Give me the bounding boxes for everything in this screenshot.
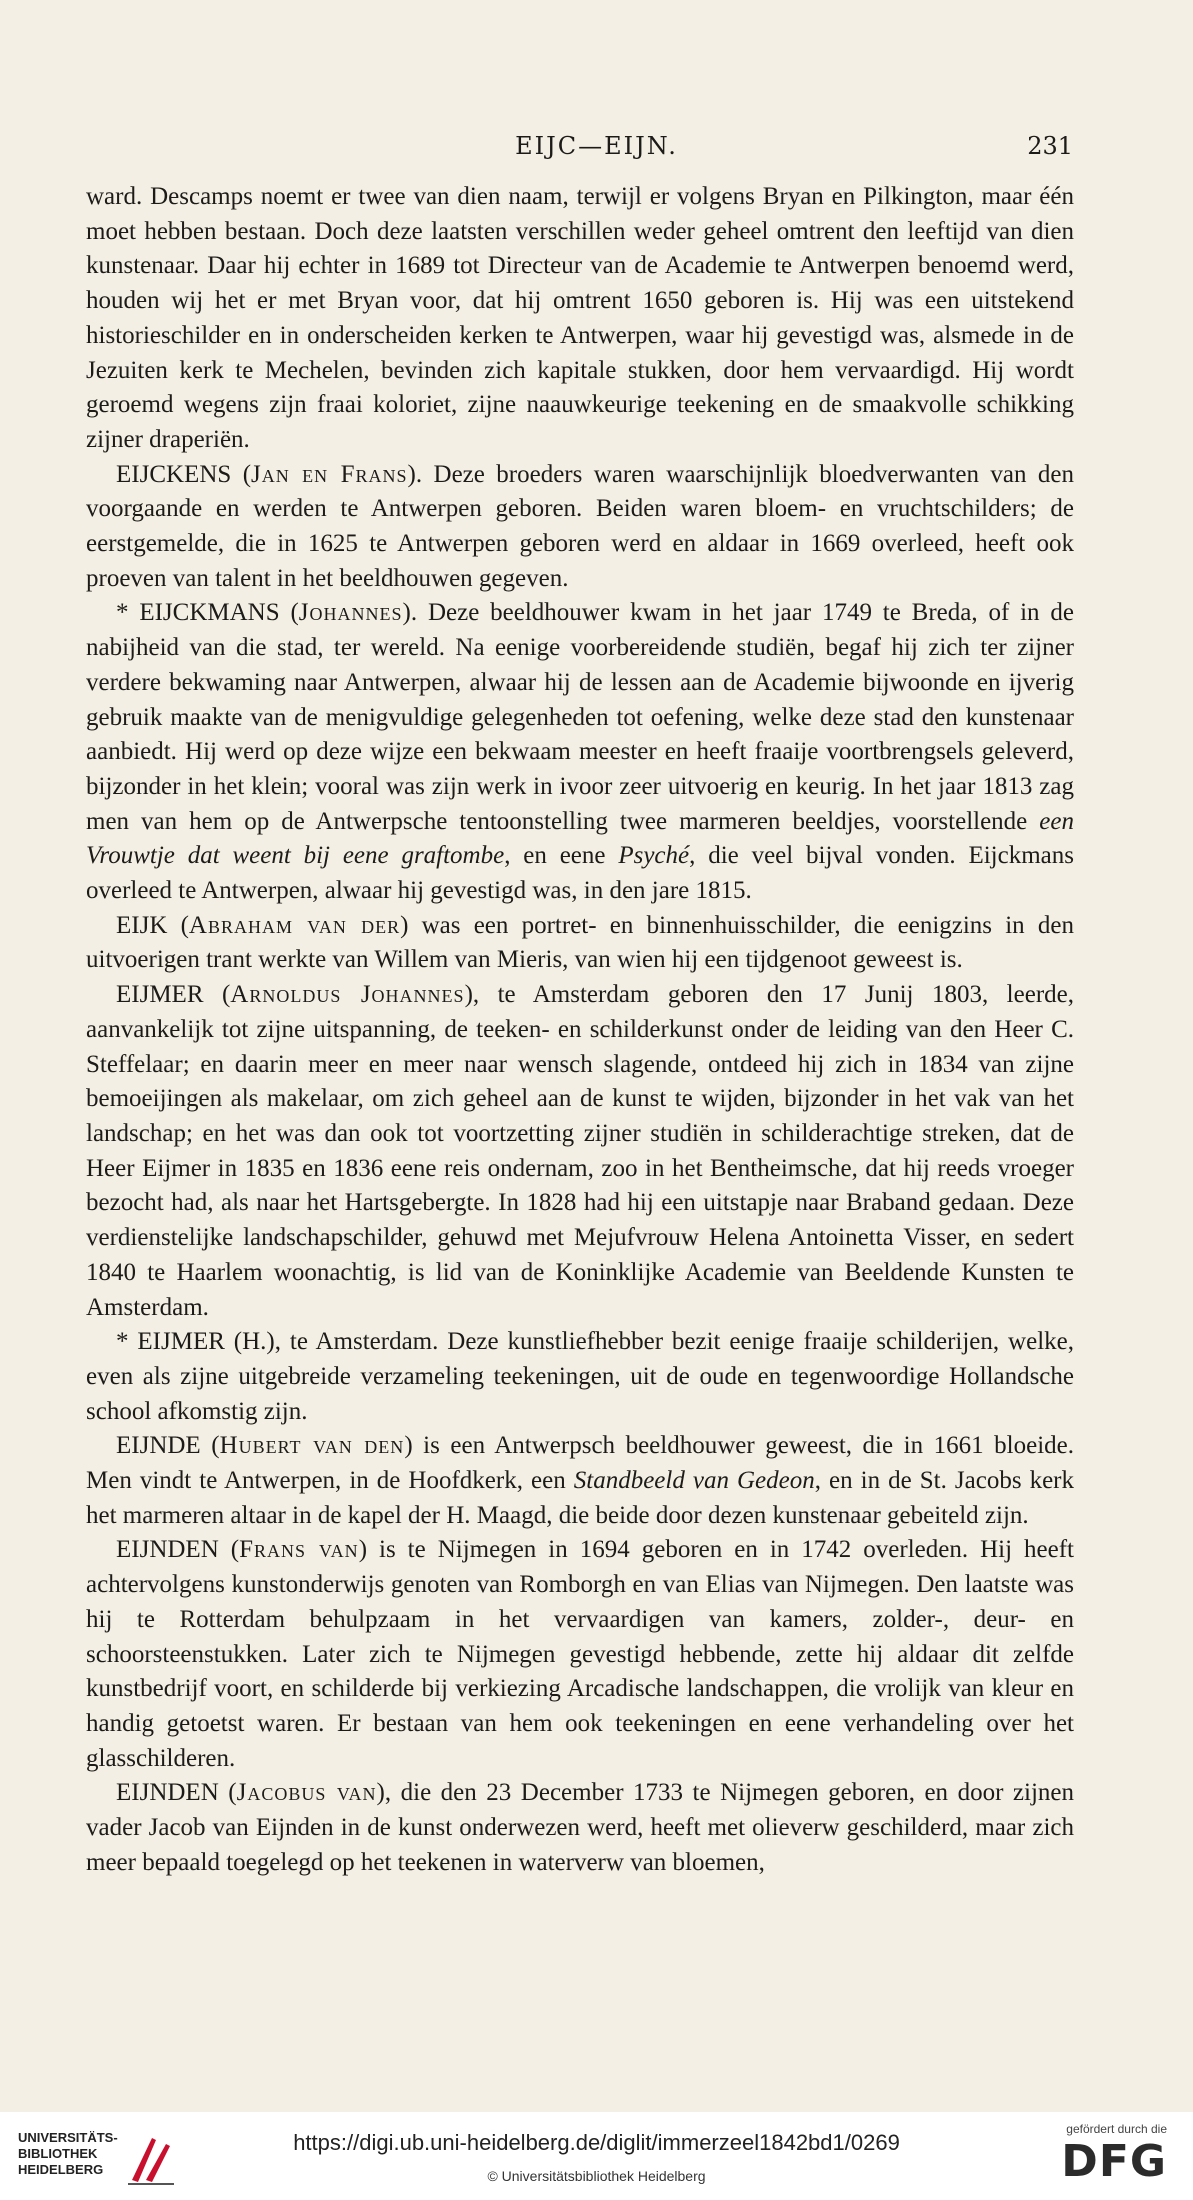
entry-eijnde [86, 1429, 1074, 1533]
entry-head: EIJNDEN ( [116, 1779, 237, 1807]
entry-head: EIJNDE ( [116, 1432, 220, 1460]
body-text [86, 180, 1074, 1880]
permalink-url[interactable]: https://digi.ub.uni-heidelberg.de/diglit/immerzeel1842bd1/0269 [293, 2130, 900, 2155]
entry-eijnden-jacobus [86, 1776, 1074, 1880]
entry-eijk [86, 909, 1074, 978]
entry-text: ) is een Antwerpsch beeldhouwer geweest, die in 1661 bloeide. Men vindt te Antwerpen, in de Hoofdkerk, een [86, 1432, 1074, 1495]
entry-text: ). Deze beeldhouwer kwam in het jaar 1749 te Breda, of in de nabijheid van die stad, ter wereld. Na eenige voorbereidende studiën, begaf hij zich ter zijner verdere bekwaming naar Antwerpen, alwaar hij de lessen aan de Academie bijwoonde en ijverig gebruik maakte van de menigvuldige gelegenheden tot oefening, welke deze stad den kunstenaar aanbiedt. Hij werd op deze wijze een bekwaam meester en heeft fraaije voortbrengsels geleverd, bijzonder in het klein; vooral was zijn werk in ivoor zeer uitvoerig en keurig. In het jaar 1813 zag men van hem op de Antwerpsche tentoonstelling twee marmeren beeldjes, voorstellende [86, 599, 1074, 835]
page-number: 231 [1027, 132, 1073, 160]
entry-text: ) is te Nijmegen in 1694 geboren en in 1742 overleden. Hij heeft achtervolgens kunstonderwijs genoten van Romborgh en van Elias van Nijmegen. Den laatste was hij te Rotterdam behulpzaam in het vervaardigen van kamers, zolder-, deur- en schoorsteenstukken. Later zich te Nijmegen gevestigd hebbende, zette hij aldaar dit zelfde kunstbedrijf voort, en schilderde bij verkiezing Arcadische landschappen, die vrolijk van kleur en handig getoetst waren. Er bestaan van hem ook teekeningen en eene verhandeling over het glasschilderen. [86, 1536, 1074, 1772]
entry-head: * EIJCKMANS ( [116, 599, 299, 627]
running-title: EIJC—EIJN. [515, 132, 678, 160]
entry-text: ). Deze broeders waren waarschijnlijk bloedverwanten van den voorgaande en werden te Antwerpen geboren. Beiden waren bloem- en vruchtschilders; de eerstgemelde, die in 1625 te Antwerpen geboren werd en aldaar in 1669 overleed, heeft ook proeven van talent in het beeldhouwen gegeven. [86, 460, 1074, 592]
paragraph-continuation: ward. Descamps noemt er twee van dien naam, terwijl er volgens Bryan en Pilkington, maar één moet hebben bestaan. Doch deze laatsten verschillen weder geheel omtrent den leeftijd van dien kunstenaar. Daar hij echter in 1689 tot Directeur van de Academie te Antwerpen benoemd werd, houden wij het er met Bryan voor, dat hij omtrent 1650 geboren is. Hij was een uitstekend historieschilder en in onderscheiden kerken te Antwerpen, waar hij gevestigd was, alsmede in de Jezuiten kerk te Mechelen, bevinden zich kapitale stukken, door hem vervaardigd. Hij wordt geroemd wegens zijn fraai koloriet, zijne naauwkeurige teekening en de smaakvolle schikking zijner draperiën. [86, 183, 1074, 453]
artwork-title: Psyché [618, 842, 690, 870]
dfg-logo: DFG [1061, 2136, 1167, 2187]
entry-text: , die veel bijval vonden. Eijckmans overleed te Antwerpen, alwaar hij gevestigd was, in den jare 1815. [86, 842, 1074, 905]
entry-eijmer [86, 978, 1074, 1325]
entry-text: ) was een portret- en binnenhuisschilder, die eenigzins in den uitvoerigen trant werkte van Willem van Mieris, van wien hij een tijdgenoot geweest is. [86, 911, 1074, 974]
entry-names: Johannes [298, 599, 403, 627]
entry-names: Jacobus van [236, 1779, 377, 1807]
entry-text: ), te Amsterdam geboren den 17 Junij 1803, leerde, aanvankelijk tot zijne uitspanning, de teeken- en schilderkunst onder de leiding van den Heer C. Steffelaar; en daarin meer en meer naar wensch slagende, ontdeed hij zich in 1834 van zijne bemoeijingen als makelaar, om zich geheel aan de kunst te wijden, bijzonder in het vak van het landschap; en het was dan ook tot voortzetting zijner studiën in schilderachtige streken, dat de Heer Eijmer in 1835 en 1836 eene reis ondernam, zoo in het Bentheimsche, dat hij reeds vroeger bezocht had, als naar het Hartsgebergte. In 1828 had hij een uitstapje naar Braband gedaan. Deze verdienstelijke landschapschilder, gehuwd met Mejufvrouw Helena Antoinetta Visser, en sedert 1840 te Haarlem woonachtig, is lid van de Koninklijke Academie van Beeldende Kunsten te Amsterdam. [86, 981, 1074, 1321]
entry-eijnden-frans [86, 1533, 1074, 1776]
running-head [0, 128, 1193, 168]
entry-eijckmans [86, 596, 1074, 908]
entry-eijckens [86, 458, 1074, 597]
entry-names: Frans van [239, 1536, 359, 1564]
entry-head: EIJMER ( [116, 981, 231, 1009]
entry-names: Arnoldus Johannes [230, 981, 465, 1009]
entry-names: Jan en Frans [251, 460, 408, 488]
entry-text: ), die den 23 December 1733 te Nijmegen geboren, en door zijnen vader Jacob van Eijnden in de kunst onderwezen werd, heeft met olieverw geschilderd, maar zich meer bepaald toegelegd op het teekenen in waterverw van bloemen, [86, 1779, 1074, 1876]
library-name: UNIVERSITÄTS- BIBLIOTHEK HEIDELBERG [18, 2130, 118, 2177]
artwork-title: een Vrouwtje dat weent bij eene graftombe [86, 807, 1074, 870]
entry-head: EIJK ( [116, 911, 189, 939]
entry-text: , en eene [504, 842, 619, 870]
funder-caption: gefördert durch die [1066, 2122, 1167, 2136]
entry-names: Abraham van der [188, 911, 401, 939]
copyright-notice: © Universitätsbibliothek Heidelberg [487, 2168, 706, 2184]
funder-badge[interactable] [1047, 2122, 1167, 2192]
entry-text: , en in de St. Jacobs kerk het marmeren altaar in de kapel der H. Maagd, die beide door dezen kunstenaar gebeiteld zijn. [86, 1467, 1074, 1529]
entry-eijmer-h: * EIJMER (H.), te Amsterdam. Deze kunstliefhebber bezit eenige fraaije schilderijen, welke, even als zijne uitgebreide verzameling teekeningen, uit de oude en tegenwoordige Hollandsche school afkomstig zijn. [86, 1328, 1074, 1425]
artwork-title: Standbeeld van Gedeon [573, 1467, 815, 1495]
entry-head: EIJNDEN ( [116, 1536, 240, 1564]
entry-head: EIJCKENS ( [116, 460, 252, 488]
entry-names: Hubert van den [219, 1432, 405, 1460]
viewer-footer [0, 2112, 1193, 2200]
